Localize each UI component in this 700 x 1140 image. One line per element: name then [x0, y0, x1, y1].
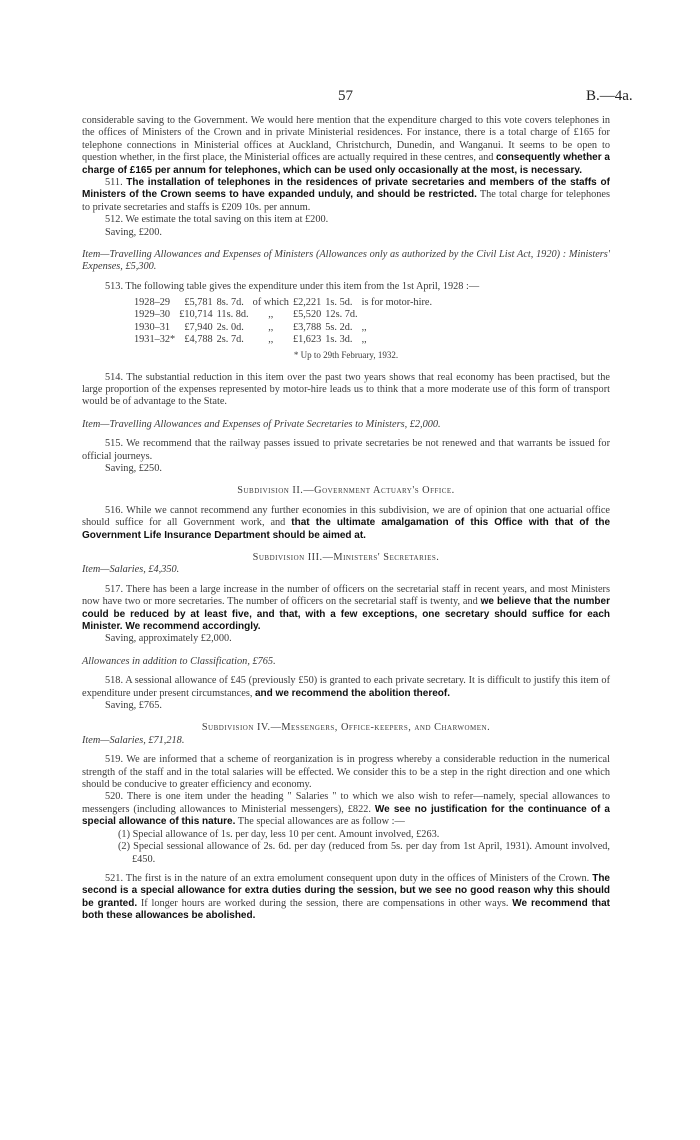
table-cell: £3,788 — [292, 321, 322, 333]
table-cell: of which — [252, 297, 289, 309]
subdivision-heading-iii: Subdivision III.—Ministers' Secretaries. — [252, 551, 440, 563]
item-heading-allowances: Allowances in addition to Classification, £765. — [82, 655, 276, 667]
table-cell: £1,623 — [292, 333, 322, 345]
paragraph-number: 511. — [105, 177, 127, 189]
table-cell: £5,520 — [292, 309, 322, 321]
table-cell: 1929–30 — [134, 309, 171, 321]
table-cell: 2s. 0d. — [216, 321, 244, 333]
table-cell — [362, 309, 436, 321]
paragraph-516 — [82, 505, 610, 542]
bold-recommendation: We see no justification for the continuance of a special allowance of this nature. — [82, 803, 610, 828]
paragraph-text: 516. While we cannot recommend any further economies in this subdivision, we are of opinion that one actuarial office should suffice for all Government work, and — [82, 504, 610, 529]
table-cell: ,, — [268, 309, 274, 321]
table-row — [134, 322, 436, 334]
table-cell: 1s. 3d. — [325, 333, 353, 345]
bold-recommendation: and we recommend the abolition thereof. — [254, 687, 451, 699]
paragraph-514: 514. The substantial reduction in this item over the past two years shows that real economy has been practised, but the large proportion of the expenses represented by motor-hire leads us to think that a more moderate use of this form of transport would be of advantage to the State. — [82, 371, 610, 408]
saving-512: Saving, £200. — [105, 226, 162, 238]
table-cell: £2,221 — [292, 297, 322, 309]
paragraph-text: The special allowances are as follow :— — [235, 816, 405, 828]
table-cell: 1931–32* — [134, 333, 176, 345]
paragraph-continuation — [82, 115, 610, 177]
bold-recommendation: that the ultimate amalgamation of this Office with that of the Government Life Insurance Department should be aimed at. — [82, 517, 611, 541]
subdivision-heading-iv: Subdivision IV.—Messengers, Office-keepers, and Charwomen. — [201, 722, 491, 734]
paragraph-text: considerable saving to the Government. We would here mention that the expenditure charged to this vote covers telephones in the offices of Ministers of the Crown and in private Ministerial residences. For instance, there is a total charge of £165 for telephone connections in Ministerial offices at Auckland, Christchurch, Dunedin, and Wanganui. It seems to be open to question whether, in the first place, the Ministerial offices are actually required in these centres, and — [82, 115, 610, 164]
paragraph-text: The total charge for telephones to private secretaries and staffs is £209 10s. per annum. — [82, 189, 610, 213]
table-cell: £4,788 — [184, 333, 213, 345]
expenditure-table — [134, 297, 436, 346]
bold-recommendation: The installation of telephones in the residences of private secretaries and members of the staffs of Ministers of the Crown seems to have expanded unduly, and should be restricted. — [82, 177, 610, 201]
table-cell: 1928–29 — [134, 297, 171, 309]
paragraph-520 — [82, 791, 610, 828]
paragraph-text: 520. There is one item under the heading " Salaries " to which we also wish to refer—namely, special allowances to messengers (including allowances to Ministerial messengers), £822. — [82, 791, 610, 815]
document-code: B.—4a. — [586, 88, 633, 104]
table-row — [134, 309, 436, 321]
saving-515: Saving, £250. — [105, 462, 162, 474]
paragraph-text: 518. A sessional allowance of £45 (previously £50) is granted to each private secretary. It is difficult to justify this item of expenditure under present circumstances, — [82, 675, 610, 699]
item-heading-salaries-iii: Item—Salaries, £4,350. — [82, 564, 180, 576]
table-cell: is for motor-hire. — [361, 297, 433, 309]
allowance-list-item-2: (2) Special sessional allowance of 2s. 6d. per day (reduced from 5s. per day from 1st April, 1931). Amount involved, £450. — [118, 841, 610, 865]
item-heading-salaries-iv: Item—Salaries, £71,218. — [82, 734, 185, 746]
table-cell: £10,714 — [179, 309, 213, 321]
table-footnote: * Up to 29th February, 1932. — [293, 350, 399, 361]
table-cell: 2s. 7d. — [216, 333, 244, 345]
item-heading-private-secretaries: Item—Travelling Allowances and Expenses of Private Secretaries to Ministers, £2,000. — [82, 418, 441, 430]
allowance-list-item-1: (1) Special allowance of 1s. per day, less 10 per cent. Amount involved, £263. — [118, 828, 440, 840]
table-cell: 1s. 5d. — [325, 297, 353, 309]
paragraph-519: 519. We are informed that a scheme of reorganization is in progress whereby a considerable reduction in the numerical strength of the staff and in the total salaries will be effected. We consider this to be a step in the right direction and one which should be conducive to greater efficiency and economy. — [82, 754, 610, 791]
table-cell: 11s. 8d. — [216, 309, 249, 321]
table-cell: £7,940 — [184, 321, 213, 333]
table-cell: 12s. 7d. — [325, 309, 358, 321]
paragraph-512: 512. We estimate the total saving on this item at £200. — [105, 214, 329, 226]
paragraph-text: 521. The first is in the nature of an extra emolument consequent upon duty in the offices of Ministers of the Crown. — [105, 872, 593, 884]
bold-recommendation: The second is a special allowance for extra duties during the session, but we see no good reason why this should be granted. — [82, 872, 610, 909]
table-cell: ,, — [268, 333, 274, 345]
paragraph-515: 515. We recommend that the railway passes issued to private secretaries be not renewed and that warrants be issued for official journeys. — [82, 438, 610, 462]
saving-517: Saving, approximately £2,000. — [105, 633, 232, 645]
paragraph-511 — [82, 177, 610, 214]
table-cell: 5s. 2d. — [325, 321, 353, 333]
bold-recommendation: we believe that the number could be reduced by at least five, and that, with a few exceptions, one secretary should suffice for each Minister. We recommend accordingly. — [82, 596, 610, 632]
bold-recommendation: We recommend that both these allowances be abolished. — [82, 897, 610, 922]
item-heading-ministers-travel: Item—Travelling Allowances and Expenses of Ministers (Allowances only as authorized by the Civil List Act, 1920) : Ministers' Expenses, £5,300. — [82, 249, 610, 273]
table-row — [134, 334, 436, 346]
paragraph-513: 513. The following table gives the expenditure under this item from the 1st April, 1928 :— — [105, 280, 480, 292]
paragraph-521 — [82, 873, 610, 923]
table-row — [134, 297, 436, 309]
saving-518: Saving, £765. — [105, 700, 162, 712]
table-cell: £5,781 — [184, 297, 213, 309]
table-cell: ,, — [361, 333, 367, 345]
page-number: 57 — [338, 88, 353, 104]
subdivision-heading-ii: Subdivision II.—Government Actuary's Office. — [237, 485, 455, 497]
paragraph-text: 517. There has been a large increase in the number of officers on the secretarial staff in recent years, and most Ministers now have two or more secretaries. The number of officers on the secretarial staff is twenty, and — [82, 583, 610, 608]
paragraph-518 — [82, 675, 610, 700]
table-cell: ,, — [268, 321, 274, 333]
table-cell: 1930–31 — [134, 321, 171, 333]
paragraph-517 — [82, 584, 610, 634]
bold-recommendation: consequently whether a charge of £165 per annum for telephones, which can be used only occasionally at the most, is necessary. — [82, 152, 610, 176]
table-cell: ,, — [361, 321, 367, 333]
paragraph-text: If longer hours are worked during the session, there are compensations in other ways. — [137, 897, 513, 909]
table-cell: 8s. 7d. — [216, 297, 244, 309]
document-body — [82, 115, 610, 923]
